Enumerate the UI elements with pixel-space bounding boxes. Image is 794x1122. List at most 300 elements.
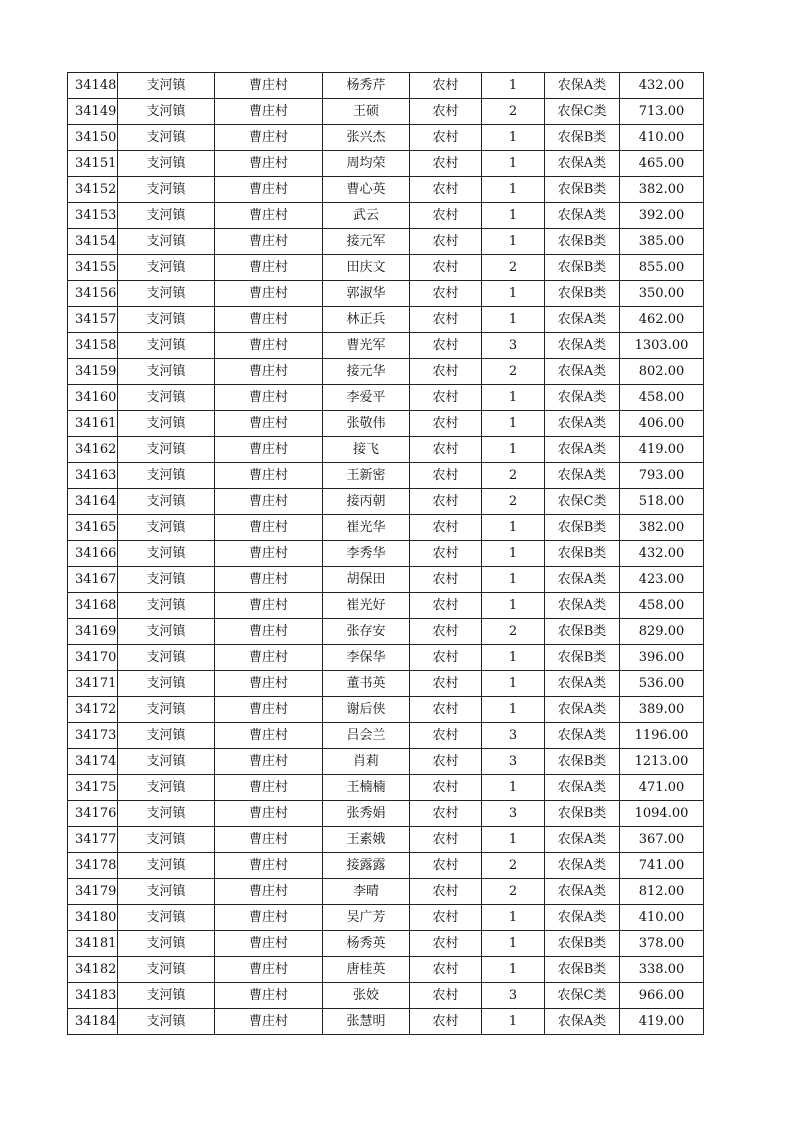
town-cell: 支河镇: [118, 1009, 215, 1035]
table-row: [68, 775, 704, 801]
insurance-category-cell: 农保A类: [545, 723, 620, 749]
name-cell: 肖莉: [323, 749, 410, 775]
amount-cell: 392.00: [620, 203, 704, 229]
household-type-cell: 农村: [410, 801, 482, 827]
table-row: [68, 645, 704, 671]
record-id-cell: 34156: [68, 281, 118, 307]
insurance-category-cell: 农保A类: [545, 203, 620, 229]
table-row: [68, 801, 704, 827]
village-cell: 曹庄村: [215, 775, 323, 801]
household-type-cell: 农村: [410, 619, 482, 645]
town-cell: 支河镇: [118, 125, 215, 151]
person-count-cell: 3: [482, 723, 545, 749]
town-cell: 支河镇: [118, 151, 215, 177]
table-row: [68, 723, 704, 749]
record-id-cell: 34162: [68, 437, 118, 463]
amount-cell: 741.00: [620, 853, 704, 879]
household-type-cell: 农村: [410, 827, 482, 853]
table-row: [68, 255, 704, 281]
town-cell: 支河镇: [118, 931, 215, 957]
village-cell: 曹庄村: [215, 957, 323, 983]
household-type-cell: 农村: [410, 333, 482, 359]
person-count-cell: 1: [482, 593, 545, 619]
town-cell: 支河镇: [118, 229, 215, 255]
person-count-cell: 3: [482, 333, 545, 359]
name-cell: 郭淑华: [323, 281, 410, 307]
person-count-cell: 1: [482, 437, 545, 463]
table-row: [68, 1009, 704, 1035]
village-cell: 曹庄村: [215, 671, 323, 697]
household-type-cell: 农村: [410, 515, 482, 541]
household-type-cell: 农村: [410, 541, 482, 567]
amount-cell: 458.00: [620, 385, 704, 411]
household-type-cell: 农村: [410, 489, 482, 515]
amount-cell: 382.00: [620, 177, 704, 203]
amount-cell: 518.00: [620, 489, 704, 515]
insurance-category-cell: 农保A类: [545, 307, 620, 333]
household-type-cell: 农村: [410, 73, 482, 99]
household-type-cell: 农村: [410, 1009, 482, 1035]
town-cell: 支河镇: [118, 411, 215, 437]
table-row: [68, 619, 704, 645]
table-row: [68, 749, 704, 775]
name-cell: 武云: [323, 203, 410, 229]
insurance-category-cell: 农保C类: [545, 983, 620, 1009]
village-cell: 曹庄村: [215, 125, 323, 151]
table-row: [68, 931, 704, 957]
table-row: [68, 385, 704, 411]
insurance-category-cell: 农保A类: [545, 853, 620, 879]
village-cell: 曹庄村: [215, 463, 323, 489]
table-row: [68, 99, 704, 125]
amount-cell: 812.00: [620, 879, 704, 905]
record-id-cell: 34163: [68, 463, 118, 489]
name-cell: 胡保田: [323, 567, 410, 593]
name-cell: 接飞: [323, 437, 410, 463]
record-id-cell: 34177: [68, 827, 118, 853]
person-count-cell: 1: [482, 541, 545, 567]
amount-cell: 1213.00: [620, 749, 704, 775]
town-cell: 支河镇: [118, 489, 215, 515]
table-row: [68, 229, 704, 255]
table-row: [68, 151, 704, 177]
insurance-category-cell: 农保A类: [545, 463, 620, 489]
village-cell: 曹庄村: [215, 801, 323, 827]
name-cell: 田庆文: [323, 255, 410, 281]
record-id-cell: 34148: [68, 73, 118, 99]
insurance-category-cell: 农保A类: [545, 411, 620, 437]
person-count-cell: 1: [482, 281, 545, 307]
amount-cell: 713.00: [620, 99, 704, 125]
table-row: [68, 281, 704, 307]
village-cell: 曹庄村: [215, 359, 323, 385]
name-cell: 李秀华: [323, 541, 410, 567]
name-cell: 杨秀芹: [323, 73, 410, 99]
village-cell: 曹庄村: [215, 307, 323, 333]
amount-cell: 378.00: [620, 931, 704, 957]
name-cell: 张姣: [323, 983, 410, 1009]
record-id-cell: 34154: [68, 229, 118, 255]
name-cell: 王素娥: [323, 827, 410, 853]
household-type-cell: 农村: [410, 99, 482, 125]
name-cell: 李晴: [323, 879, 410, 905]
town-cell: 支河镇: [118, 697, 215, 723]
village-cell: 曹庄村: [215, 983, 323, 1009]
town-cell: 支河镇: [118, 619, 215, 645]
table-row: [68, 983, 704, 1009]
table-row: [68, 359, 704, 385]
record-id-cell: 34149: [68, 99, 118, 125]
person-count-cell: 3: [482, 801, 545, 827]
household-type-cell: 农村: [410, 307, 482, 333]
town-cell: 支河镇: [118, 775, 215, 801]
person-count-cell: 1: [482, 957, 545, 983]
person-count-cell: 3: [482, 749, 545, 775]
record-id-cell: 34175: [68, 775, 118, 801]
name-cell: 吴广芳: [323, 905, 410, 931]
record-id-cell: 34155: [68, 255, 118, 281]
amount-cell: 855.00: [620, 255, 704, 281]
household-type-cell: 农村: [410, 697, 482, 723]
town-cell: 支河镇: [118, 177, 215, 203]
village-cell: 曹庄村: [215, 73, 323, 99]
amount-cell: 793.00: [620, 463, 704, 489]
amount-cell: 338.00: [620, 957, 704, 983]
village-cell: 曹庄村: [215, 515, 323, 541]
table-row: [68, 853, 704, 879]
town-cell: 支河镇: [118, 983, 215, 1009]
table-row: [68, 489, 704, 515]
amount-cell: 406.00: [620, 411, 704, 437]
record-id-cell: 34153: [68, 203, 118, 229]
town-cell: 支河镇: [118, 281, 215, 307]
town-cell: 支河镇: [118, 463, 215, 489]
town-cell: 支河镇: [118, 385, 215, 411]
table-row: [68, 177, 704, 203]
person-count-cell: 1: [482, 567, 545, 593]
town-cell: 支河镇: [118, 879, 215, 905]
village-cell: 曹庄村: [215, 723, 323, 749]
record-id-cell: 34178: [68, 853, 118, 879]
village-cell: 曹庄村: [215, 593, 323, 619]
person-count-cell: 1: [482, 307, 545, 333]
name-cell: 王硕: [323, 99, 410, 125]
village-cell: 曹庄村: [215, 749, 323, 775]
table-row: [68, 957, 704, 983]
insurance-category-cell: 农保B类: [545, 801, 620, 827]
person-count-cell: 1: [482, 151, 545, 177]
household-type-cell: 农村: [410, 853, 482, 879]
household-type-cell: 农村: [410, 749, 482, 775]
record-id-cell: 34168: [68, 593, 118, 619]
household-type-cell: 农村: [410, 593, 482, 619]
town-cell: 支河镇: [118, 541, 215, 567]
record-id-cell: 34184: [68, 1009, 118, 1035]
amount-cell: 396.00: [620, 645, 704, 671]
household-type-cell: 农村: [410, 567, 482, 593]
person-count-cell: 1: [482, 645, 545, 671]
amount-cell: 389.00: [620, 697, 704, 723]
person-count-cell: 1: [482, 775, 545, 801]
amount-cell: 462.00: [620, 307, 704, 333]
record-id-cell: 34165: [68, 515, 118, 541]
insurance-category-cell: 农保B类: [545, 619, 620, 645]
amount-cell: 458.00: [620, 593, 704, 619]
name-cell: 王楠楠: [323, 775, 410, 801]
name-cell: 曹光军: [323, 333, 410, 359]
town-cell: 支河镇: [118, 567, 215, 593]
town-cell: 支河镇: [118, 203, 215, 229]
amount-cell: 1094.00: [620, 801, 704, 827]
amount-cell: 802.00: [620, 359, 704, 385]
town-cell: 支河镇: [118, 645, 215, 671]
record-id-cell: 34158: [68, 333, 118, 359]
name-cell: 张秀娟: [323, 801, 410, 827]
insurance-category-cell: 农保A类: [545, 697, 620, 723]
insurance-category-cell: 农保B类: [545, 125, 620, 151]
person-count-cell: 1: [482, 125, 545, 151]
town-cell: 支河镇: [118, 307, 215, 333]
insurance-category-cell: 农保B类: [545, 281, 620, 307]
town-cell: 支河镇: [118, 73, 215, 99]
village-cell: 曹庄村: [215, 827, 323, 853]
town-cell: 支河镇: [118, 801, 215, 827]
person-count-cell: 1: [482, 697, 545, 723]
village-cell: 曹庄村: [215, 853, 323, 879]
record-id-cell: 34181: [68, 931, 118, 957]
record-id-cell: 34183: [68, 983, 118, 1009]
amount-cell: 465.00: [620, 151, 704, 177]
village-cell: 曹庄村: [215, 333, 323, 359]
name-cell: 周均荣: [323, 151, 410, 177]
amount-cell: 966.00: [620, 983, 704, 1009]
record-id-cell: 34179: [68, 879, 118, 905]
amount-cell: 419.00: [620, 437, 704, 463]
town-cell: 支河镇: [118, 723, 215, 749]
insurance-category-cell: 农保B类: [545, 255, 620, 281]
record-id-cell: 34152: [68, 177, 118, 203]
record-id-cell: 34171: [68, 671, 118, 697]
record-id-cell: 34151: [68, 151, 118, 177]
household-type-cell: 农村: [410, 463, 482, 489]
household-type-cell: 农村: [410, 905, 482, 931]
village-cell: 曹庄村: [215, 411, 323, 437]
name-cell: 接丙朝: [323, 489, 410, 515]
table-row: [68, 541, 704, 567]
town-cell: 支河镇: [118, 359, 215, 385]
household-type-cell: 农村: [410, 957, 482, 983]
person-count-cell: 1: [482, 229, 545, 255]
town-cell: 支河镇: [118, 593, 215, 619]
household-type-cell: 农村: [410, 879, 482, 905]
person-count-cell: 2: [482, 619, 545, 645]
table-row: [68, 203, 704, 229]
insurance-category-cell: 农保A类: [545, 73, 620, 99]
table-row: [68, 307, 704, 333]
household-type-cell: 农村: [410, 775, 482, 801]
record-id-cell: 34173: [68, 723, 118, 749]
name-cell: 谢后侠: [323, 697, 410, 723]
table-row: [68, 593, 704, 619]
village-cell: 曹庄村: [215, 255, 323, 281]
name-cell: 张慧明: [323, 1009, 410, 1035]
name-cell: 杨秀英: [323, 931, 410, 957]
name-cell: 接元华: [323, 359, 410, 385]
name-cell: 接露露: [323, 853, 410, 879]
person-count-cell: 2: [482, 489, 545, 515]
amount-cell: 410.00: [620, 125, 704, 151]
town-cell: 支河镇: [118, 333, 215, 359]
household-type-cell: 农村: [410, 151, 482, 177]
person-count-cell: 1: [482, 411, 545, 437]
record-id-cell: 34172: [68, 697, 118, 723]
village-cell: 曹庄村: [215, 281, 323, 307]
name-cell: 吕会兰: [323, 723, 410, 749]
amount-cell: 829.00: [620, 619, 704, 645]
village-cell: 曹庄村: [215, 645, 323, 671]
table-row: [68, 515, 704, 541]
amount-cell: 432.00: [620, 541, 704, 567]
household-type-cell: 农村: [410, 203, 482, 229]
insurance-category-cell: 农保B类: [545, 541, 620, 567]
insurance-category-cell: 农保A类: [545, 437, 620, 463]
record-id-cell: 34176: [68, 801, 118, 827]
insurance-category-cell: 农保A类: [545, 593, 620, 619]
household-type-cell: 农村: [410, 437, 482, 463]
insurance-category-cell: 农保A类: [545, 775, 620, 801]
insurance-category-cell: 农保A类: [545, 333, 620, 359]
amount-cell: 382.00: [620, 515, 704, 541]
name-cell: 王新密: [323, 463, 410, 489]
town-cell: 支河镇: [118, 853, 215, 879]
insurance-category-cell: 农保B类: [545, 515, 620, 541]
record-id-cell: 34161: [68, 411, 118, 437]
amount-cell: 385.00: [620, 229, 704, 255]
village-cell: 曹庄村: [215, 619, 323, 645]
roster-body: [68, 73, 704, 1035]
insurance-category-cell: 农保A类: [545, 671, 620, 697]
person-count-cell: 3: [482, 983, 545, 1009]
village-cell: 曹庄村: [215, 151, 323, 177]
insurance-category-cell: 农保B类: [545, 931, 620, 957]
table-row: [68, 567, 704, 593]
village-cell: 曹庄村: [215, 931, 323, 957]
village-cell: 曹庄村: [215, 203, 323, 229]
person-count-cell: 1: [482, 827, 545, 853]
record-id-cell: 34169: [68, 619, 118, 645]
amount-cell: 1303.00: [620, 333, 704, 359]
insurance-category-cell: 农保B类: [545, 645, 620, 671]
town-cell: 支河镇: [118, 827, 215, 853]
name-cell: 曹心英: [323, 177, 410, 203]
name-cell: 林正兵: [323, 307, 410, 333]
insurance-category-cell: 农保C类: [545, 99, 620, 125]
record-id-cell: 34167: [68, 567, 118, 593]
household-type-cell: 农村: [410, 983, 482, 1009]
record-id-cell: 34182: [68, 957, 118, 983]
name-cell: 接元军: [323, 229, 410, 255]
person-count-cell: 1: [482, 671, 545, 697]
person-count-cell: 2: [482, 99, 545, 125]
name-cell: 李保华: [323, 645, 410, 671]
town-cell: 支河镇: [118, 671, 215, 697]
table-row: [68, 905, 704, 931]
insurance-category-cell: 农保B类: [545, 229, 620, 255]
household-type-cell: 农村: [410, 281, 482, 307]
record-id-cell: 34174: [68, 749, 118, 775]
village-cell: 曹庄村: [215, 99, 323, 125]
village-cell: 曹庄村: [215, 437, 323, 463]
person-count-cell: 2: [482, 879, 545, 905]
household-type-cell: 农村: [410, 359, 482, 385]
amount-cell: 471.00: [620, 775, 704, 801]
insurance-category-cell: 农保A类: [545, 151, 620, 177]
person-count-cell: 1: [482, 203, 545, 229]
record-id-cell: 34180: [68, 905, 118, 931]
name-cell: 董书英: [323, 671, 410, 697]
insurance-category-cell: 农保A类: [545, 879, 620, 905]
amount-cell: 410.00: [620, 905, 704, 931]
person-count-cell: 1: [482, 177, 545, 203]
amount-cell: 1196.00: [620, 723, 704, 749]
household-type-cell: 农村: [410, 931, 482, 957]
record-id-cell: 34150: [68, 125, 118, 151]
table-row: [68, 671, 704, 697]
person-count-cell: 1: [482, 905, 545, 931]
insurance-category-cell: 农保A类: [545, 567, 620, 593]
village-cell: 曹庄村: [215, 385, 323, 411]
person-count-cell: 2: [482, 255, 545, 281]
household-type-cell: 农村: [410, 411, 482, 437]
amount-cell: 432.00: [620, 73, 704, 99]
town-cell: 支河镇: [118, 749, 215, 775]
table-row: [68, 125, 704, 151]
record-id-cell: 34170: [68, 645, 118, 671]
table-row: [68, 73, 704, 99]
town-cell: 支河镇: [118, 437, 215, 463]
insurance-category-cell: 农保C类: [545, 489, 620, 515]
amount-cell: 350.00: [620, 281, 704, 307]
household-type-cell: 农村: [410, 645, 482, 671]
village-cell: 曹庄村: [215, 177, 323, 203]
household-type-cell: 农村: [410, 385, 482, 411]
village-cell: 曹庄村: [215, 229, 323, 255]
village-cell: 曹庄村: [215, 697, 323, 723]
village-cell: 曹庄村: [215, 1009, 323, 1035]
village-cell: 曹庄村: [215, 905, 323, 931]
insurance-category-cell: 农保A类: [545, 1009, 620, 1035]
household-type-cell: 农村: [410, 177, 482, 203]
table-row: [68, 879, 704, 905]
person-count-cell: 2: [482, 463, 545, 489]
village-cell: 曹庄村: [215, 489, 323, 515]
record-id-cell: 34157: [68, 307, 118, 333]
name-cell: 李爱平: [323, 385, 410, 411]
table-row: [68, 411, 704, 437]
table-row: [68, 463, 704, 489]
person-count-cell: 1: [482, 931, 545, 957]
name-cell: 崔光华: [323, 515, 410, 541]
person-count-cell: 2: [482, 853, 545, 879]
name-cell: 张敬伟: [323, 411, 410, 437]
village-cell: 曹庄村: [215, 567, 323, 593]
person-count-cell: 1: [482, 1009, 545, 1035]
record-id-cell: 34160: [68, 385, 118, 411]
insurance-category-cell: 农保B类: [545, 957, 620, 983]
person-count-cell: 1: [482, 515, 545, 541]
amount-cell: 367.00: [620, 827, 704, 853]
village-cell: 曹庄村: [215, 879, 323, 905]
